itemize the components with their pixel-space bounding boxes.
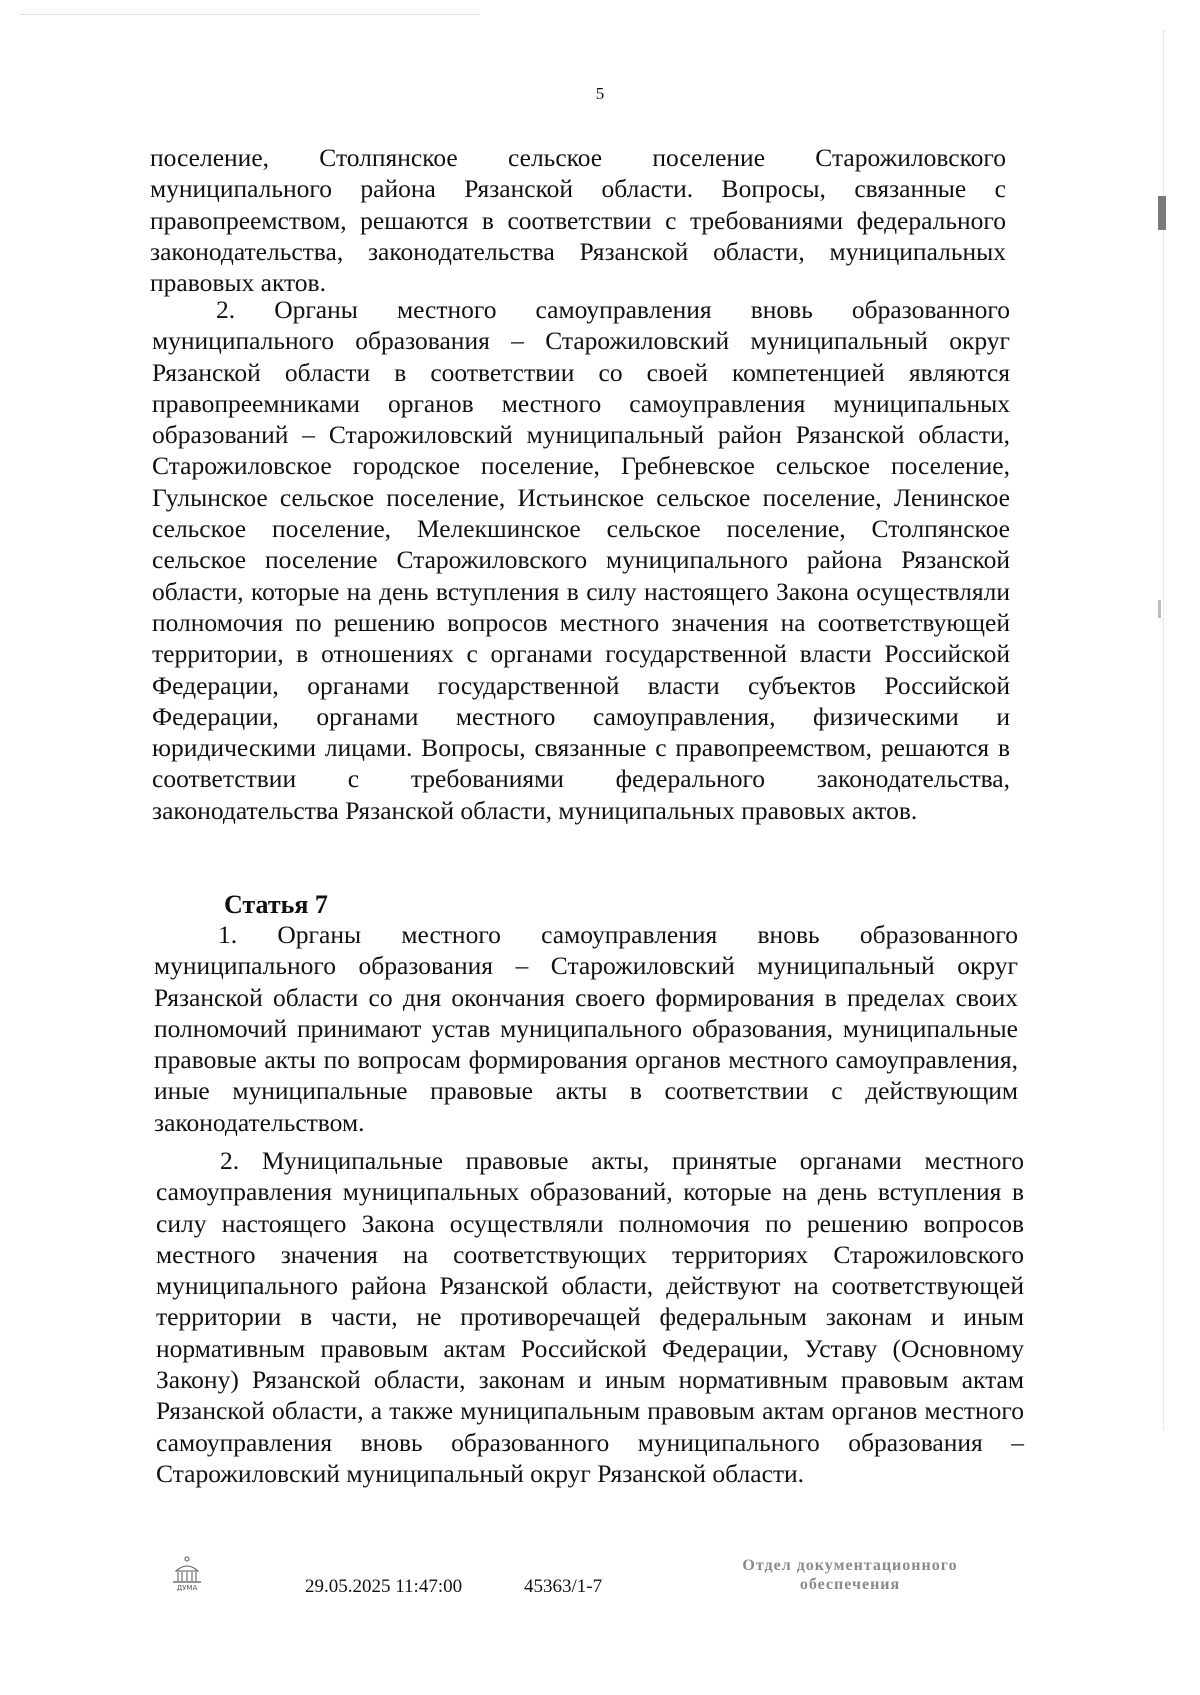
department-stamp	[700, 1556, 1000, 1594]
stamp-line: обеспечения	[799, 1576, 901, 1593]
paragraph-text: 2. Органы местного самоуправления вновь образованного муниципального образования – Старожиловский муниципальный округ Рязанской области в соответствии со своей компетенцией являются правопреемниками органов местного самоуправления муниципальных образований – Старожиловский муниципальный район Рязанской области, Старожиловское городское поселение, Гребневское сельское поселение, Гулынское сельское поселение, Истьинское сельское поселение, Ленинское сельское поселение, Мелекшинское сельское поселение, Столпянское сельское поселение Старожиловского муниципального района Рязанской области, которые на день вступления в силу настоящего Закона осуществляли полномочия по решению вопросов местного значения на соответствующей территории, в отношениях с органами государственной власти Российской Федерации, органами государственной власти субъектов Российской Федерации, органами местного самоуправления, физическими и юридическими лицами. Вопросы, связанные с правопреемством, решаются в соответствии с требованиями федерального законодательства, законодательства Рязанской области, муниципальных правовых актов.	[152, 295, 1010, 825]
logo-text: ДУМА	[176, 1584, 198, 1592]
stamp-line: Отдел документационного	[742, 1557, 958, 1574]
scan-artifact-line	[20, 14, 480, 16]
scan-edge-mark	[1158, 196, 1166, 230]
duma-logo-icon	[170, 1555, 204, 1593]
page-number: 5	[595, 84, 605, 103]
continued-paragraph	[150, 142, 1006, 298]
paragraph-text: поселение, Столпянское сельское поселение Старожиловского муниципального района Рязанской области. Вопросы, связанные с правопреемством, решаются в соответствии с требованиями федерального законодательства, законодательства Рязанской области, муниципальных правовых актов.	[150, 143, 1006, 298]
footer-reg-number: 45363/1-7	[524, 1576, 603, 1597]
paragraph-text: 1. Органы местного самоуправления вновь образованного муниципального образования – Старожиловский муниципальный округ Рязанской области со дня окончания своего формирования в пределах своих полномочий принимают устав муниципального образования, муниципальные правовые акты по вопросам формирования органов местного самоуправления, иные муниципальные правовые акты в соответствии с действующим законодательством.	[154, 920, 1018, 1137]
paragraph-2	[152, 294, 1010, 826]
scan-edge-line	[1163, 30, 1165, 1430]
footer-date: 29.05.2025 11:47:00	[305, 1576, 463, 1597]
scan-edge-mark	[1158, 600, 1161, 618]
paragraph-text: 2. Муниципальные правовые акты, принятые органами местного самоуправления муниципальных образований, которые на день вступления в силу настоящего Закона осуществляли полномочия по решению вопросов местного значения на соответствующих территориях Старожиловского муниципального района Рязанской области, действуют на соответствующей территории в части, не противоречащей федеральным законам и иным нормативным правовым актам Российской Федерации, Уставу (Основному Закону) Рязанской области, законам и иным нормативным правовым актам Рязанской области, а также муниципальным правовым актам органов местного самоуправления вновь образованного муниципального образования – Старожиловский муниципальный округ Рязанской области.	[156, 1146, 1024, 1488]
article-paragraph-1	[154, 919, 1018, 1138]
article-heading: Статья 7	[224, 890, 328, 919]
article-paragraph-2	[156, 1145, 1024, 1489]
